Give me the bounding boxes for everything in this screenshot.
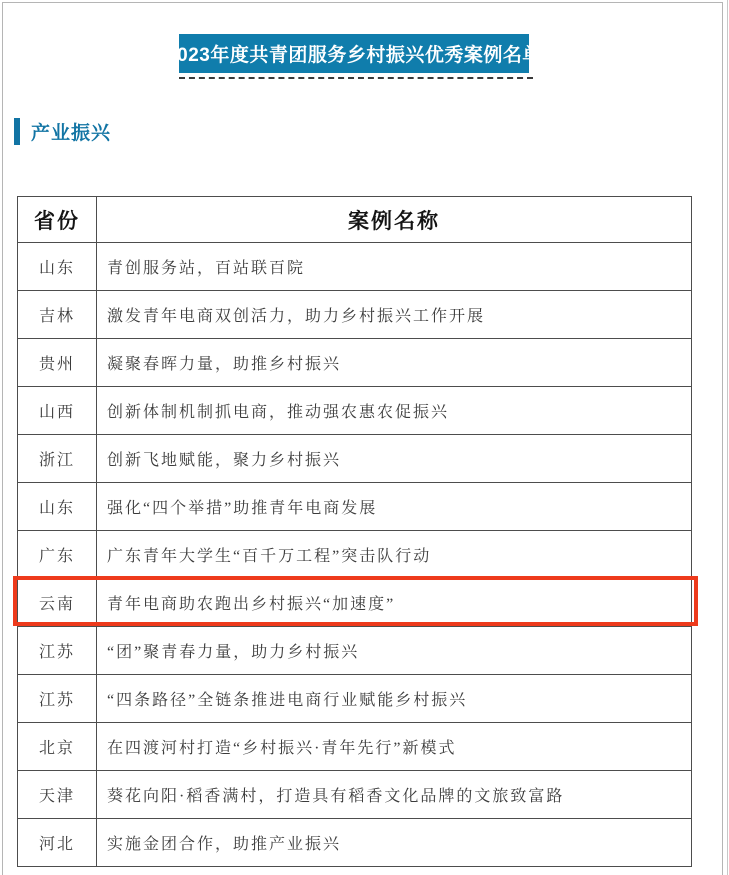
table-header-row [18,197,692,243]
case-name-cell: 激发青年电商双创活力，助力乡村振兴工作开展 [97,291,692,339]
province-cell: 天津 [18,771,97,819]
table-row [18,291,692,339]
table-body [18,243,692,867]
window-edge-line [727,0,728,875]
case-name-cell: 实施金团合作，助推产业振兴 [97,819,692,867]
province-cell: 江苏 [18,675,97,723]
case-name-cell: 凝聚春晖力量，助推乡村振兴 [97,339,692,387]
province-cell: 吉林 [18,291,97,339]
table-row [18,435,692,483]
province-cell: 江苏 [18,627,97,675]
cases-table [17,196,692,867]
table-row [18,819,692,867]
section-header [14,118,111,145]
table-row [18,339,692,387]
case-name-cell: 葵花向阳·稻香满村，打造具有稻香文化品牌的文旅致富路 [97,771,692,819]
province-cell: 贵州 [18,339,97,387]
province-cell: 广东 [18,531,97,579]
dashed-divider [179,77,533,79]
table-row [18,723,692,771]
column-header-province: 省份 [18,197,97,243]
table-row [18,483,692,531]
table-row [18,771,692,819]
table-row [18,243,692,291]
column-header-case-name: 案例名称 [97,197,692,243]
case-name-cell: 创新体制机制抓电商，推动强农惠农促振兴 [97,387,692,435]
table-row [18,531,692,579]
table-row [18,675,692,723]
table-row [18,387,692,435]
page-title: 2023年度共青团服务乡村振兴优秀案例名单 [166,45,542,66]
section-title: 产业振兴 [31,123,112,144]
case-name-cell: 青年电商助农跑出乡村振兴“加速度” [97,579,692,627]
table-row [18,579,692,627]
cases-table-wrap [17,196,692,867]
province-cell: 山东 [18,243,97,291]
page-title-banner [166,34,542,73]
section-accent-bar [14,118,20,145]
case-name-cell: 广东青年大学生“百千万工程”突击队行动 [97,531,692,579]
province-cell: 北京 [18,723,97,771]
table-row [18,627,692,675]
province-cell: 山东 [18,483,97,531]
case-name-cell: 青创服务站，百站联百院 [97,243,692,291]
province-cell: 山西 [18,387,97,435]
case-name-cell: 强化“四个举措”助推青年电商发展 [97,483,692,531]
case-name-cell: “四条路径”全链条推进电商行业赋能乡村振兴 [97,675,692,723]
province-cell: 河北 [18,819,97,867]
province-cell: 浙江 [18,435,97,483]
province-cell: 云南 [18,579,97,627]
case-name-cell: 在四渡河村打造“乡村振兴·青年先行”新模式 [97,723,692,771]
case-name-cell: 创新飞地赋能，聚力乡村振兴 [97,435,692,483]
case-name-cell: “团”聚青春力量，助力乡村振兴 [97,627,692,675]
